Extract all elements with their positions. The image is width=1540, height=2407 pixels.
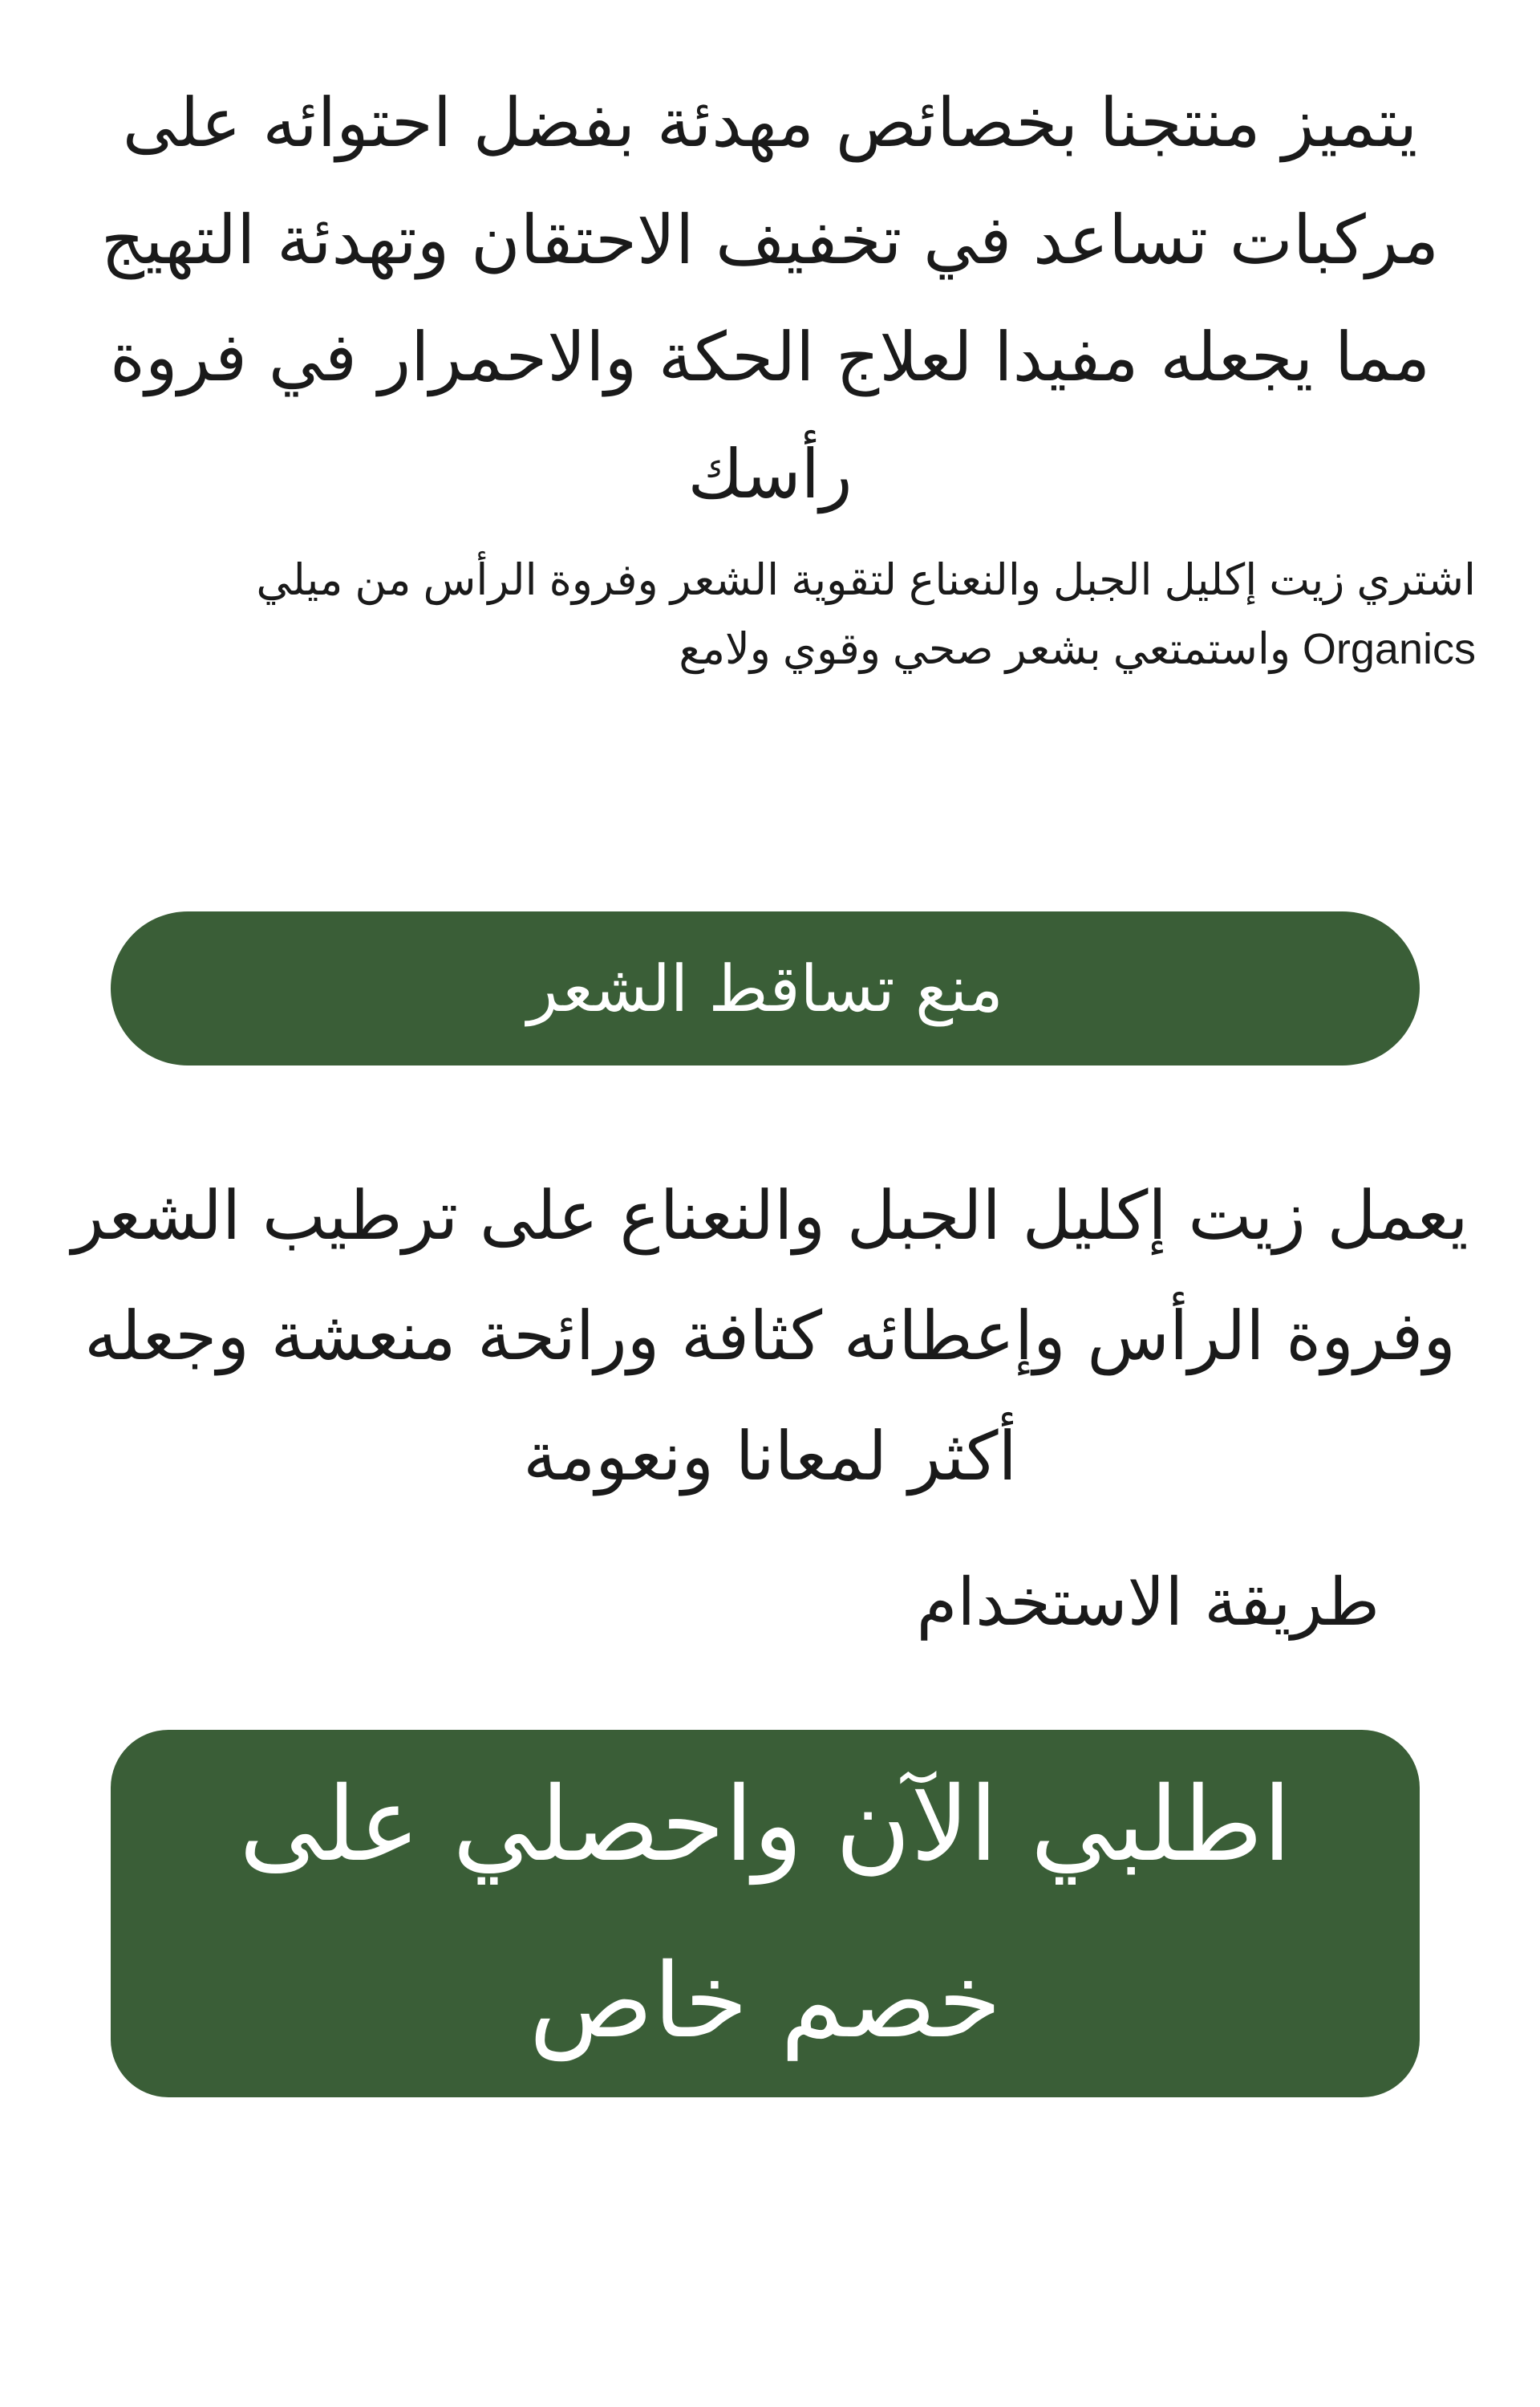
benefits-paragraph: يعمل زيت إكليل الجبل والنعناع على ترطيب الشعر وفروة الرأس وإعطائه كثافة ورائحة منعشة وجعله أكثر لمعانا ونعومة bbox=[71, 1176, 1469, 1496]
hair-loss-prevention-label: منع تساقط الشعر bbox=[527, 951, 1003, 1026]
order-now-label: اطلبي الآن واحصلي على خصم خاص bbox=[239, 1765, 1291, 2061]
hair-loss-prevention-tab[interactable] bbox=[111, 911, 1420, 1065]
usage-heading[interactable]: طريقة الاستخدام bbox=[916, 1565, 1380, 1641]
promo-paragraph: اشتري زيت إكليل الجبل والنعناع لتقوية الشعر وفروة الرأس من ميلي Organics واستمتعي بشعر صحي وقوي ولامع bbox=[256, 556, 1476, 673]
order-now-button[interactable] bbox=[111, 1730, 1420, 2097]
soothing-properties-paragraph: يتميز منتجنا بخصائص مهدئة بفضل احتوائه على مركبات تساعد في تخفيف الاحتقان وتهدئة التهيج مما يجعله مفيدا لعلاج الحكة والاحمرار في فروة رأسك bbox=[100, 83, 1440, 513]
